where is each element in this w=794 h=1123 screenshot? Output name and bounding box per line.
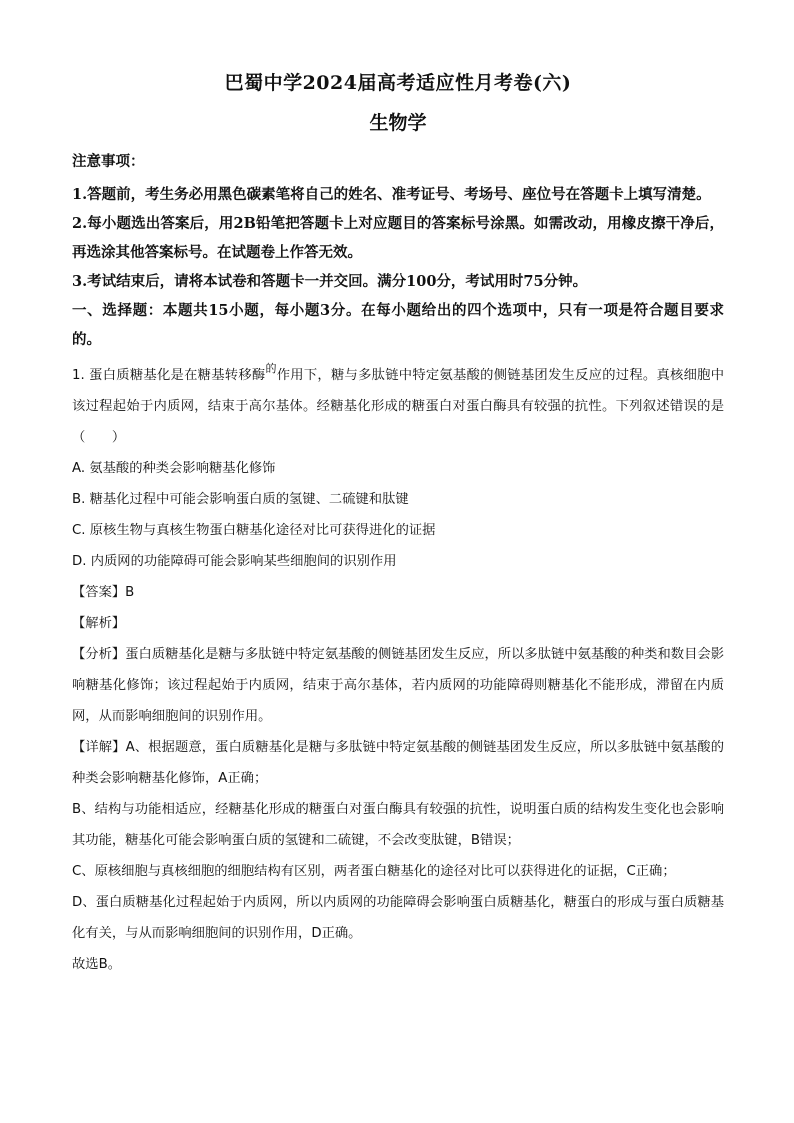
conclusion-line: 故选B。: [72, 957, 122, 972]
option-d: D. 内质网的功能障碍可能会影响某些细胞间的识别作用: [72, 554, 397, 569]
analysis-paragraph: 【分析】蛋白质糖基化是糖与多肽链中特定氨基酸的侧链基团发生反应，所以多肽链中氨基酸的种类和数目会影响糖基化修饰；该过程起始于内质网，结束于高尔基体，若内质网的功能障碍则糖基化不能形成，滞留在内质网，从而影响细胞间的识别作用。: [72, 647, 724, 724]
detail-c: C、原核细胞与真核细胞的细胞结构有区别，两者蛋白糖基化的途径对比可以获得进化的证据，C正确；: [72, 864, 676, 879]
detail-d: D、蛋白质糖基化过程起始于内质网，所以内质网的功能障碍会影响蛋白质糖基化，糖蛋白的形成与蛋白质糖基化有关，与从而影响细胞间的识别作用，D正确。: [72, 895, 724, 941]
option-b: B. 糖基化过程中可能会影响蛋白质的氢键、二硫键和肽键: [72, 492, 409, 507]
option-a: A. 氨基酸的种类会影响糖基化修饰: [72, 461, 276, 476]
note-item-1: 1.答题前，考生务必用黑色碳素笔将自己的姓名、准考证号、考场号、座位号在答题卡上填写清楚。: [72, 186, 711, 203]
note-item-3: 3.考试结束后，请将本试卷和答题卡一并交回。满分100分，考试用时75分钟。: [72, 273, 588, 290]
option-c: C. 原核生物与真核生物蛋白糖基化途径对比可获得进化的证据: [72, 523, 436, 538]
notes-heading: 注意事项：: [72, 153, 145, 170]
question-stem-part-1: 1. 蛋白质糖基化是在糖基转移酶: [72, 368, 266, 383]
question-stem-part-2: 作用下，糖与多肽链中特定氨基酸的侧链基团发生反应的过程。真核细胞中该过程起始于内质网，结束于高尔基体。经糖基化形成的糖蛋白对蛋白酶具有较强的抗性。下列叙述错误的是（ ）: [72, 368, 725, 445]
answer-line: 【答案】B: [72, 585, 135, 600]
question-stem-superscript: 的: [265, 362, 277, 375]
detail-b: B、结构与功能相适应，经糖基化形成的糖蛋白对蛋白酶具有较强的抗性，说明蛋白质的结构发生变化也会影响其功能，糖基化可能会影响蛋白质的氢键和二硫键，不会改变肽键，B错误；: [72, 802, 724, 848]
analysis-label: 【解析】: [72, 616, 126, 631]
detail-a: 【详解】A、根据题意，蛋白质糖基化是糖与多肽链中特定氨基酸的侧链基团发生反应，所以多肽链中氨基酸的种类会影响糖基化修饰，A正确；: [72, 740, 724, 786]
question-stem: [72, 360, 724, 453]
section-heading: 一、选择题：本题共15小题，每小题3分。在每小题给出的四个选项中，只有一项是符合题目要求的。: [72, 302, 724, 348]
exam-title: 巴蜀中学2024届高考适应性月考卷(六): [224, 72, 572, 94]
document-page: [72, 70, 724, 980]
note-item-2: 2.每小题选出答案后，用2B铅笔把答题卡上对应题目的答案标号涂黑。如需改动，用橡皮擦干净后，再选涂其他答案标号。在试题卷上作答无效。: [72, 215, 724, 261]
exam-subject: 生物学: [369, 112, 427, 134]
